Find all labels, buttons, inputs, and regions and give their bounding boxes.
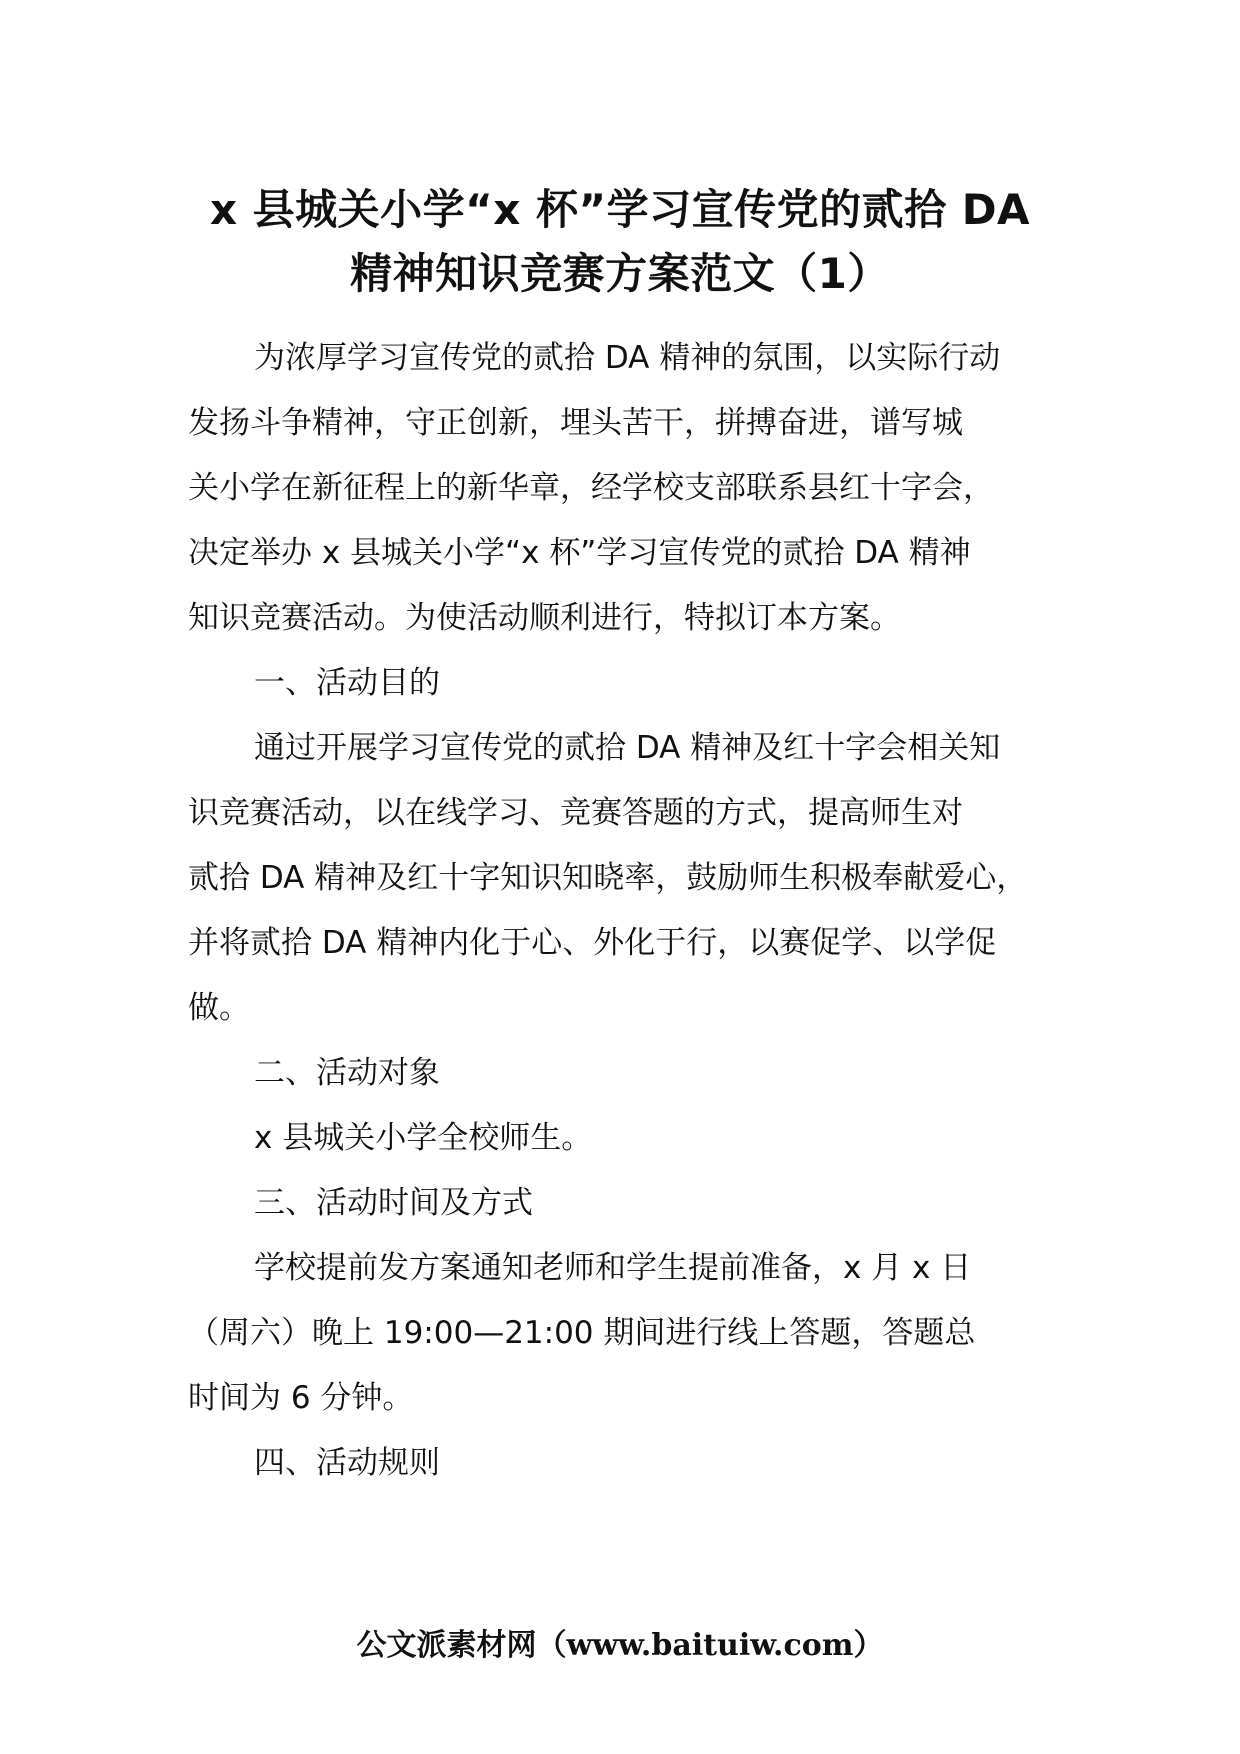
document-title <box>150 178 1090 306</box>
section-heading: 三、活动时间及方式 <box>254 1185 533 1221</box>
paragraph-line: 发扬斗争精神，守正创新，埋头苦干，拼搏奋进，谱写城 <box>188 405 963 441</box>
section-heading: 二、活动对象 <box>254 1055 440 1091</box>
paragraph-line: 时间为 6 分钟。 <box>188 1380 414 1416</box>
paragraph-line: 决定举办 x 县城关小学“x 杯”学习宣传党的贰拾 DA 精神 <box>188 535 971 571</box>
section-heading: 四、活动规则 <box>254 1445 440 1481</box>
page-footer: 公文派素材网（www.baituiw.com） <box>356 1628 884 1663</box>
paragraph-line: 学校提前发方案通知老师和学生提前准备，x 月 x 日 <box>254 1250 972 1286</box>
paragraph-line: 知识竞赛活动。为使活动顺利进行，特拟订本方案。 <box>188 600 901 636</box>
paragraph-line: （周六）晚上 19:00—21:00 期间进行线上答题，答题总 <box>188 1315 976 1351</box>
paragraph-line: 做。 <box>188 990 250 1026</box>
title-line-2: 精神知识竞赛方案范文（1） <box>350 249 890 298</box>
section-heading: 一、活动目的 <box>254 665 440 701</box>
paragraph-line: 识竞赛活动，以在线学习、竞赛答题的方式，提高师生对 <box>188 795 963 831</box>
paragraph-line: 通过开展学习宣传党的贰拾 DA 精神及红十字会相关知 <box>254 730 1001 766</box>
paragraph-line: 并将贰拾 DA 精神内化于心、外化于行，以赛促学、以学促 <box>188 925 997 961</box>
paragraph-line: 贰拾 DA 精神及红十字知识知晓率，鼓励师生积极奉献爱心， <box>188 860 1028 896</box>
title-line-1: x 县城关小学“x 杯”学习宣传党的贰拾 DA <box>209 185 1031 234</box>
document-body <box>188 326 1088 1496</box>
paragraph-line: 关小学在新征程上的新华章，经学校支部联系县红十字会， <box>188 470 994 506</box>
paragraph-line: x 县城关小学全校师生。 <box>254 1120 593 1156</box>
paragraph-line: 为浓厚学习宣传党的贰拾 DA 精神的氛围，以实际行动 <box>254 340 1001 376</box>
